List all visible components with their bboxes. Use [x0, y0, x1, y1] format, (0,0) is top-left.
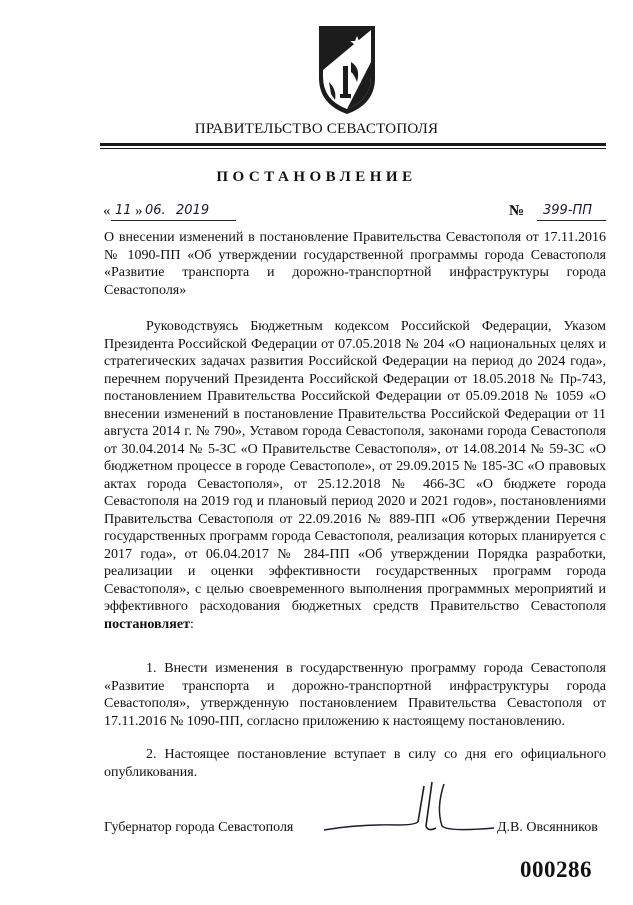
- document-subject: О внесении изменений в постановление Правительства Севастополя от 17.11.2016 № 1090-ПП «Об утверждении государственной программы города Севастополя «Развитие транспорта и дорожно-транспортной инфраструктуры города Севастополя»: [104, 230, 606, 298]
- organization-name: ПРАВИТЕЛЬСТВО СЕВАСТОПОЛЯ: [194, 121, 439, 137]
- number-underline: [537, 220, 606, 221]
- date-number-row: [103, 203, 606, 225]
- document-type-title: ПОСТАНОВЛЕНИЕ: [216, 169, 417, 185]
- serial-number: 000286: [520, 857, 592, 882]
- preamble-text: Руководствуясь Бюджетным кодексом Российской Федерации, Указом Президента Российской Федерации от 07.05.2018 № 204 «О национальных целях и стратегических задачах развития Российской Федерации на период до 2024 года», перечнем поручений Президента Российской Федерации от 18.05.2018 № Пр-743, постановлением Правительства Российской Федерации от 05.09.2018 № 1059 «О внесении изменений в постановление Правительства Российской Федерации от 11 августа 2014 г. № 790», Уставом города Севастополя, законами города Севастополя от 30.04.2014 № 5-ЗС «О Правительстве Севастополя», от 14.08.2014 № 59-ЗС «О бюджетном процессе в городе Севастополе», от 29.09.2015 № 185-ЗС «О правовых актах города Севастополя», от 25.12.2018 № 466-ЗС «О бюджете города Севастополя на 2019 год и плановый период 2020 и 2021 годов», постановлениями Правительства Севастополя от 22.09.2016 № 889-ПП «Об утверждении Перечня государственных программ города Севастополя, реализация которых планируется с 2017 года», от 06.04.2017 № 284-ПП «Об утверждении Порядка разработки, реализации и оценки эффективности государственных программ города Севастополя», с целью своевременного выполнения программных мероприятий и эффективного расходования бюджетных средств Правительство Севастополя: [104, 319, 606, 614]
- number-label: №: [509, 203, 525, 219]
- coat-of-arms-icon: [311, 22, 383, 116]
- list-item: 1. Внести изменения в государственную программу города Севастополя «Развитие транспорта и дорожно-транспортной инфраструктуры города Севастополя», утвержденную постановлением Правительства Севастополя от 17.11.2016 № 1090-ПП, согласно приложению к настоящему постановлению.: [104, 661, 606, 729]
- preamble-colon: :: [189, 616, 194, 632]
- date-close-quote: »: [135, 203, 143, 219]
- signature-mark: [318, 778, 498, 842]
- signer-name: Д.В. Овсянников: [497, 820, 598, 835]
- preamble-paragraph: [104, 318, 606, 633]
- document-number: 399-ПП: [543, 203, 593, 218]
- decision-word: постановляет: [104, 616, 190, 632]
- date-year: 2019: [176, 203, 210, 218]
- date-underline: [111, 220, 236, 221]
- date-open-quote: «: [103, 203, 111, 219]
- list-item: 2. Настоящее постановление вступает в силу со дня его официального опубликования.: [104, 747, 606, 780]
- date-month: 06.: [145, 203, 166, 218]
- signer-position: Губернатор города Севастополя: [104, 820, 294, 835]
- date-day: 11: [115, 203, 132, 218]
- header-rule-thick: [100, 143, 606, 146]
- header-rule-thin: [100, 148, 606, 149]
